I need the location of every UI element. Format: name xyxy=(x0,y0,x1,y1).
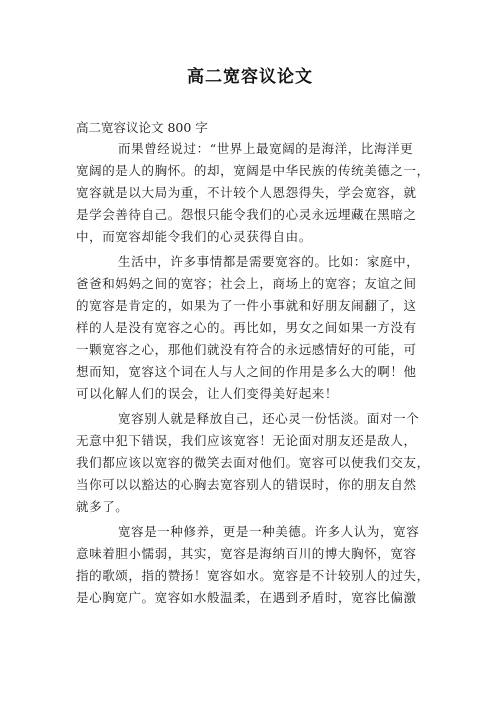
paragraph-line: 爸爸和妈妈之间的宽容；社会上，商场上的宽容；友谊之间 xyxy=(76,276,417,291)
paragraph-line: 是心胸宽广。宽容如水般温柔，在遇到矛盾时，宽容比偏激 xyxy=(76,590,417,605)
paragraph-line: 样的人是没有宽容之心的。再比如，男女之间如果一方没有 xyxy=(76,320,417,335)
paragraph xyxy=(76,251,436,405)
paragraph-line: 是学会善待自己。怨恨只能令我们的心灵永远埋藏在黑暗之 xyxy=(76,207,417,222)
paragraph-line: 我们都应该以宽容的微笑去面对他们。宽容可以使我们交友， xyxy=(76,455,430,470)
paragraph-line: 生活中，许多事情都是需要宽容的。比如：家庭中， xyxy=(118,254,420,269)
paragraph-line: 宽容是一种修养，更是一种美德。许多人认为，宽容 xyxy=(118,524,420,539)
paragraph-line: 的宽容是肯定的，如果为了一件小事就和好朋友闹翻了，这 xyxy=(76,298,417,313)
paragraph-line: 无意中犯下错误，我们应该宽容！无论面对朋友还是敌人， xyxy=(76,433,417,448)
paragraph-line: 中，而宽容却能令我们的心灵获得自由。 xyxy=(76,229,312,244)
document-body xyxy=(76,138,436,612)
paragraph xyxy=(76,138,436,248)
paragraph-line: 当你可以以豁达的心胸去宽容别人的错误时，你的朋友自然 xyxy=(76,477,417,492)
paragraph-line: 宽容就是以大局为重，不计较个人恩怨得失，学会宽容，就 xyxy=(76,185,417,200)
paragraph xyxy=(76,408,436,518)
paragraph-line: 意味着胆小懦弱，其实，宽容是海纳百川的博大胸怀，宽容 xyxy=(76,546,417,561)
paragraph-line: 宽阔的是人的胸怀。的却，宽阔是中华民族的传统美德之一， xyxy=(76,163,430,178)
paragraph-line: 就多了。 xyxy=(76,499,129,514)
document-title: 高二宽容议论文 xyxy=(187,67,313,87)
paragraph-line: 而果曾经说过：“世界上最宽阔的是海洋，比海洋更 xyxy=(118,141,414,156)
paragraph xyxy=(76,521,436,609)
paragraph-line: 一颗宽容之心，那他们就没有符合的永远感情好的可能，可 xyxy=(76,342,417,357)
document-subtitle: 高二宽容议论文 800 字 xyxy=(76,120,208,135)
paragraph-line: 可以化解人们的误会，让人们变得美好起来！ xyxy=(76,386,339,401)
paragraph-line: 宽容别人就是释放自己，还心灵一份恬淡。面对一个 xyxy=(118,411,420,426)
paragraph-line: 指的歌颂，指的赞扬！宽容如水。宽容是不计较别人的过失， xyxy=(76,568,430,583)
paragraph-line: 想而知，宽容这个词在人与人之间的作用是多么大的啊！他 xyxy=(76,364,417,379)
